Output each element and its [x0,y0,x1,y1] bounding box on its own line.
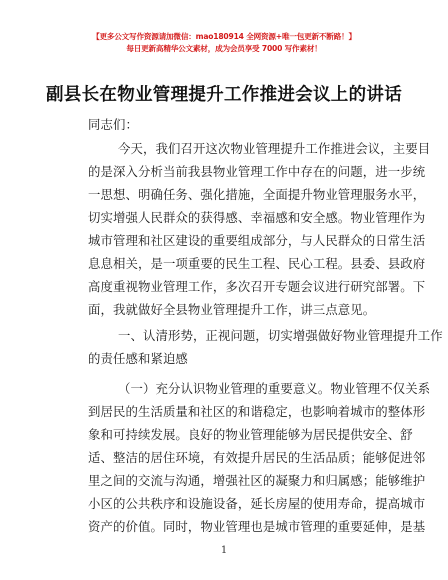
paragraph-2-line: 小区的公共秩序和设施设备，延长房屋的使用寿命，提高城市 [88,496,426,511]
paragraph-1-line: 今天，我们召开这次物业管理提升工作推进会议，主要目 [118,141,431,156]
paragraph-1-line: 的是深入分析当前我县物业管理工作中存在的问题，进一步统 [88,164,426,179]
paragraph-2-line: 象和可持续发展。良好的物业管理能够为居民提供安全、舒 [88,427,413,442]
document-title: 副县长在物业管理提升工作推进会议上的讲话 [46,85,402,105]
paragraph-2-line: （一）充分认识物业管理的重要意义。物业管理不仅关系 [118,381,431,396]
paragraph-1-line: 面，我就做好全县物业管理提升工作，讲三点意见。 [88,302,376,317]
paragraph-2-line: 里之间的交流与沟通，增强社区的凝聚力和归属感；能够维护 [88,473,426,488]
salutation: 同志们： [88,117,138,132]
page-number: 1 [220,545,228,556]
paragraph-1-line: 息息相关，是一项重要的民生工程、民心工程。县委、县政府 [88,256,426,271]
paragraph-1-line: 高度重视物业管理工作，多次召开专题会议进行研究部署。下 [88,279,426,294]
paragraph-2-line: 资产的价值。同时，物业管理也是城市管理的重要延伸，是基 [88,519,426,534]
paragraph-1-line: 城市管理和社区建设的重要组成部分，与人民群众的日常生活 [88,233,426,248]
paragraph-1-line: 一思想、明确任务、强化措施，全面提升物业管理服务水平， [88,187,426,202]
promo-banner-line-1: 【更多公文写作资源请加微信：mao180914 全网资源+唯一包更新不断路！】 [92,32,356,41]
promo-banner-line-2: 每日更新高精华公文素材，成为会员享受 7000 写作素材！ [126,44,322,53]
paragraph-1-line: 切实增强人民群众的获得感、幸福感和安全感。物业管理作为 [88,210,426,225]
section-1-heading-line: 一、认清形势，正视问题，切实增强做好物业管理提升工作 [118,328,443,343]
paragraph-2-line: 适、整洁的居住环境，有效提升居民的生活品质；能够促进邻 [88,450,426,465]
paragraph-2-line: 到居民的生活质量和社区的和谐稳定，也影响着城市的整体形 [88,404,426,419]
section-1-heading-line: 的责任感和紧迫感 [88,351,188,366]
